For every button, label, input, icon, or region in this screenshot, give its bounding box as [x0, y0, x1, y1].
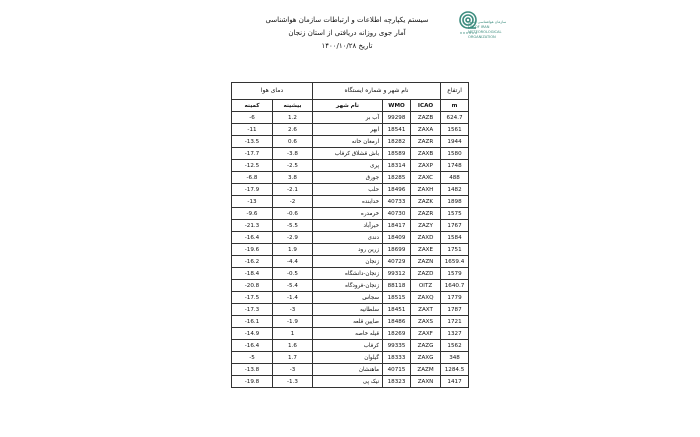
cell-city: زنجان	[313, 256, 383, 268]
cell-icao: ZAXF	[411, 328, 441, 340]
table-row	[232, 376, 469, 388]
station-group-header: نام شهر و شماره ایستگاه	[313, 83, 441, 100]
logo-caption	[468, 20, 516, 40]
cell-wmo: 18282	[383, 136, 411, 148]
cell-icao: ZAXD	[411, 232, 441, 244]
cell-elev: 1751	[441, 244, 469, 256]
cell-max: 1	[273, 328, 313, 340]
max-temp-header: بیشینه	[273, 100, 313, 112]
title-block	[252, 14, 442, 53]
cell-min: -17.7	[232, 148, 273, 160]
table-row	[232, 232, 469, 244]
header-title: سیستم یکپارچه اطلاعات و ارتباطات سازمان هواشناسی	[265, 16, 429, 24]
logo-caption-en: I.R. OF IRAN METEOROLOGICAL ORGANIZATION	[468, 25, 502, 39]
cell-min: -9.6	[232, 208, 273, 220]
cell-wmo: 18451	[383, 304, 411, 316]
cell-min: -17.5	[232, 292, 273, 304]
cell-city: زنجان-فرودگاه	[313, 280, 383, 292]
cell-city: ارمغان خانه	[313, 136, 383, 148]
cell-elev: 1659.4	[441, 256, 469, 268]
table-row	[232, 112, 469, 124]
wmo-header: WMO	[383, 100, 411, 112]
table-row	[232, 160, 469, 172]
cell-elev: 1898	[441, 196, 469, 208]
cell-wmo: 99298	[383, 112, 411, 124]
cell-wmo: 18323	[383, 376, 411, 388]
cell-wmo: 18333	[383, 352, 411, 364]
cell-elev: 1580	[441, 148, 469, 160]
cell-elev: 1779	[441, 292, 469, 304]
cell-max: 1.6	[273, 340, 313, 352]
table-row	[232, 256, 469, 268]
cell-city: سجاس	[313, 292, 383, 304]
cell-icao: ZAXC	[411, 172, 441, 184]
cell-max: 1.2	[273, 112, 313, 124]
table-row	[232, 364, 469, 376]
min-temp-header: کمینه	[232, 100, 273, 112]
table-row	[232, 328, 469, 340]
header-date: تاریخ ۱۴۰۰/۱۰/۲۸	[321, 42, 373, 50]
cell-elev: 348	[441, 352, 469, 364]
cell-city: ابهر	[313, 124, 383, 136]
cell-elev: 1579	[441, 268, 469, 280]
header-subtitle: آمار جوی روزانه دریافتی از استان زنجان	[288, 29, 406, 37]
cell-icao: ZAZD	[411, 268, 441, 280]
cell-max: 1.9	[273, 244, 313, 256]
cell-icao: ZAXB	[411, 148, 441, 160]
cell-elev: 1748	[441, 160, 469, 172]
cell-min: -12.5	[232, 160, 273, 172]
cell-elev: 488	[441, 172, 469, 184]
cell-icao: ZAZR	[411, 136, 441, 148]
cell-min: -16.2	[232, 256, 273, 268]
cell-icao: ZAZG	[411, 340, 441, 352]
table-row	[232, 172, 469, 184]
cell-icao: ZAZK	[411, 196, 441, 208]
weather-table	[231, 82, 469, 388]
cell-max: -5.4	[273, 280, 313, 292]
cell-wmo: 18285	[383, 172, 411, 184]
cell-max: -1.3	[273, 376, 313, 388]
cell-wmo: 18486	[383, 316, 411, 328]
cell-city: خدابنده	[313, 196, 383, 208]
cell-wmo: 18699	[383, 244, 411, 256]
logo-caption-fa: سازمان هواشناسی کشور	[468, 20, 507, 24]
cell-max: -0.6	[273, 208, 313, 220]
cell-wmo: 40715	[383, 364, 411, 376]
cell-city: کرفاب	[313, 340, 383, 352]
cell-elev: 1284.5	[441, 364, 469, 376]
cell-city: آب بر	[313, 112, 383, 124]
temperature-group-header: دمای هوا	[232, 83, 313, 100]
cell-max: -5.5	[273, 220, 313, 232]
elevation-group-header: ارتفاع	[441, 83, 469, 100]
weather-table-container	[231, 82, 468, 388]
cell-wmo: 18417	[383, 220, 411, 232]
cell-city: زرین رود	[313, 244, 383, 256]
table-row	[232, 304, 469, 316]
cell-city: باش قشلاق کرفاب	[313, 148, 383, 160]
cell-max: -3	[273, 304, 313, 316]
cell-icao: ZAZR	[411, 208, 441, 220]
document-header	[0, 10, 700, 70]
cell-city: حلب	[313, 184, 383, 196]
cell-elev: 1562	[441, 340, 469, 352]
table-body	[232, 112, 469, 388]
cell-city: قیله خاصه	[313, 328, 383, 340]
cell-max: -3.8	[273, 148, 313, 160]
cell-min: -13.8	[232, 364, 273, 376]
table-row	[232, 124, 469, 136]
cell-icao: ZAXE	[411, 244, 441, 256]
cell-max: 2.6	[273, 124, 313, 136]
cell-city: نیک پی	[313, 376, 383, 388]
cell-city: دندی	[313, 232, 383, 244]
table-row	[232, 268, 469, 280]
cell-icao: ZAXA	[411, 124, 441, 136]
cell-min: -6	[232, 112, 273, 124]
cell-max: -1.4	[273, 292, 313, 304]
table-row	[232, 208, 469, 220]
cell-min: -21.3	[232, 220, 273, 232]
cell-min: -18.4	[232, 268, 273, 280]
icao-header: ICAO	[411, 100, 441, 112]
cell-min: -17.3	[232, 304, 273, 316]
cell-elev: 1721	[441, 316, 469, 328]
cell-elev: 1767	[441, 220, 469, 232]
cell-wmo: 40730	[383, 208, 411, 220]
cell-min: -19.6	[232, 244, 273, 256]
cell-city: زنجان-دانشگاه	[313, 268, 383, 280]
cell-city: خیرآباد	[313, 220, 383, 232]
cell-icao: ZAZM	[411, 364, 441, 376]
cell-icao: ZAXP	[411, 160, 441, 172]
cell-min: -5	[232, 352, 273, 364]
cell-max: 1.7	[273, 352, 313, 364]
cell-wmo: 40733	[383, 196, 411, 208]
elevation-unit-header: m	[441, 100, 469, 112]
cell-wmo: 18541	[383, 124, 411, 136]
cell-min: -17.9	[232, 184, 273, 196]
cell-elev: 1482	[441, 184, 469, 196]
city-header: نام شهر	[313, 100, 383, 112]
cell-icao: ZAXN	[411, 376, 441, 388]
cell-icao: ZAZN	[411, 256, 441, 268]
cell-min: -16.4	[232, 232, 273, 244]
cell-elev: 1584	[441, 232, 469, 244]
cell-min: -13	[232, 196, 273, 208]
cell-elev: 1561	[441, 124, 469, 136]
cell-wmo: 18589	[383, 148, 411, 160]
table-row	[232, 196, 469, 208]
cell-max: 3.8	[273, 172, 313, 184]
table-row	[232, 292, 469, 304]
table-row	[232, 148, 469, 160]
cell-elev: 1327	[441, 328, 469, 340]
cell-min: -16.1	[232, 316, 273, 328]
table-row	[232, 220, 469, 232]
table-row	[232, 280, 469, 292]
cell-icao: ZAXQ	[411, 292, 441, 304]
table-row	[232, 136, 469, 148]
cell-max: -2.1	[273, 184, 313, 196]
cell-wmo: 99335	[383, 340, 411, 352]
cell-city: ماهنشان	[313, 364, 383, 376]
cell-min: -13.5	[232, 136, 273, 148]
cell-elev: 1787	[441, 304, 469, 316]
cell-min: -11	[232, 124, 273, 136]
cell-max: -1.9	[273, 316, 313, 328]
cell-min: -19.8	[232, 376, 273, 388]
cell-wmo: 99312	[383, 268, 411, 280]
cell-wmo: 18409	[383, 232, 411, 244]
cell-city: صایین قلعه	[313, 316, 383, 328]
table-row	[232, 316, 469, 328]
table-row	[232, 244, 469, 256]
cell-city: خرمدره	[313, 208, 383, 220]
cell-city: سلطانیه	[313, 304, 383, 316]
cell-icao: ZAXG	[411, 352, 441, 364]
cell-wmo: 18269	[383, 328, 411, 340]
cell-min: -20.8	[232, 280, 273, 292]
cell-icao: ZAXS	[411, 316, 441, 328]
cell-max: -3	[273, 364, 313, 376]
cell-icao: ZAZB	[411, 112, 441, 124]
cell-wmo: 18496	[383, 184, 411, 196]
cell-city: پری	[313, 160, 383, 172]
cell-max: -2.5	[273, 160, 313, 172]
cell-max: -0.5	[273, 268, 313, 280]
table-row	[232, 352, 469, 364]
cell-wmo: 18515	[383, 292, 411, 304]
cell-wmo: 88118	[383, 280, 411, 292]
cell-elev: 1575	[441, 208, 469, 220]
table-row	[232, 340, 469, 352]
cell-icao: ZAZY	[411, 220, 441, 232]
table-row	[232, 184, 469, 196]
cell-min: -6.8	[232, 172, 273, 184]
cell-icao: OITZ	[411, 280, 441, 292]
cell-elev: 624.7	[441, 112, 469, 124]
cell-wmo: 40729	[383, 256, 411, 268]
cell-icao: ZAXT	[411, 304, 441, 316]
cell-max: -2.9	[273, 232, 313, 244]
cell-city: جورق	[313, 172, 383, 184]
cell-elev: 1944	[441, 136, 469, 148]
cell-max: -2	[273, 196, 313, 208]
cell-min: -14.9	[232, 328, 273, 340]
cell-icao: ZAXH	[411, 184, 441, 196]
cell-elev: 1417	[441, 376, 469, 388]
cell-city: گیلوان	[313, 352, 383, 364]
cell-elev: 1640.7	[441, 280, 469, 292]
cell-wmo: 18314	[383, 160, 411, 172]
cell-max: -4.4	[273, 256, 313, 268]
cell-max: 0.6	[273, 136, 313, 148]
cell-min: -16.4	[232, 340, 273, 352]
